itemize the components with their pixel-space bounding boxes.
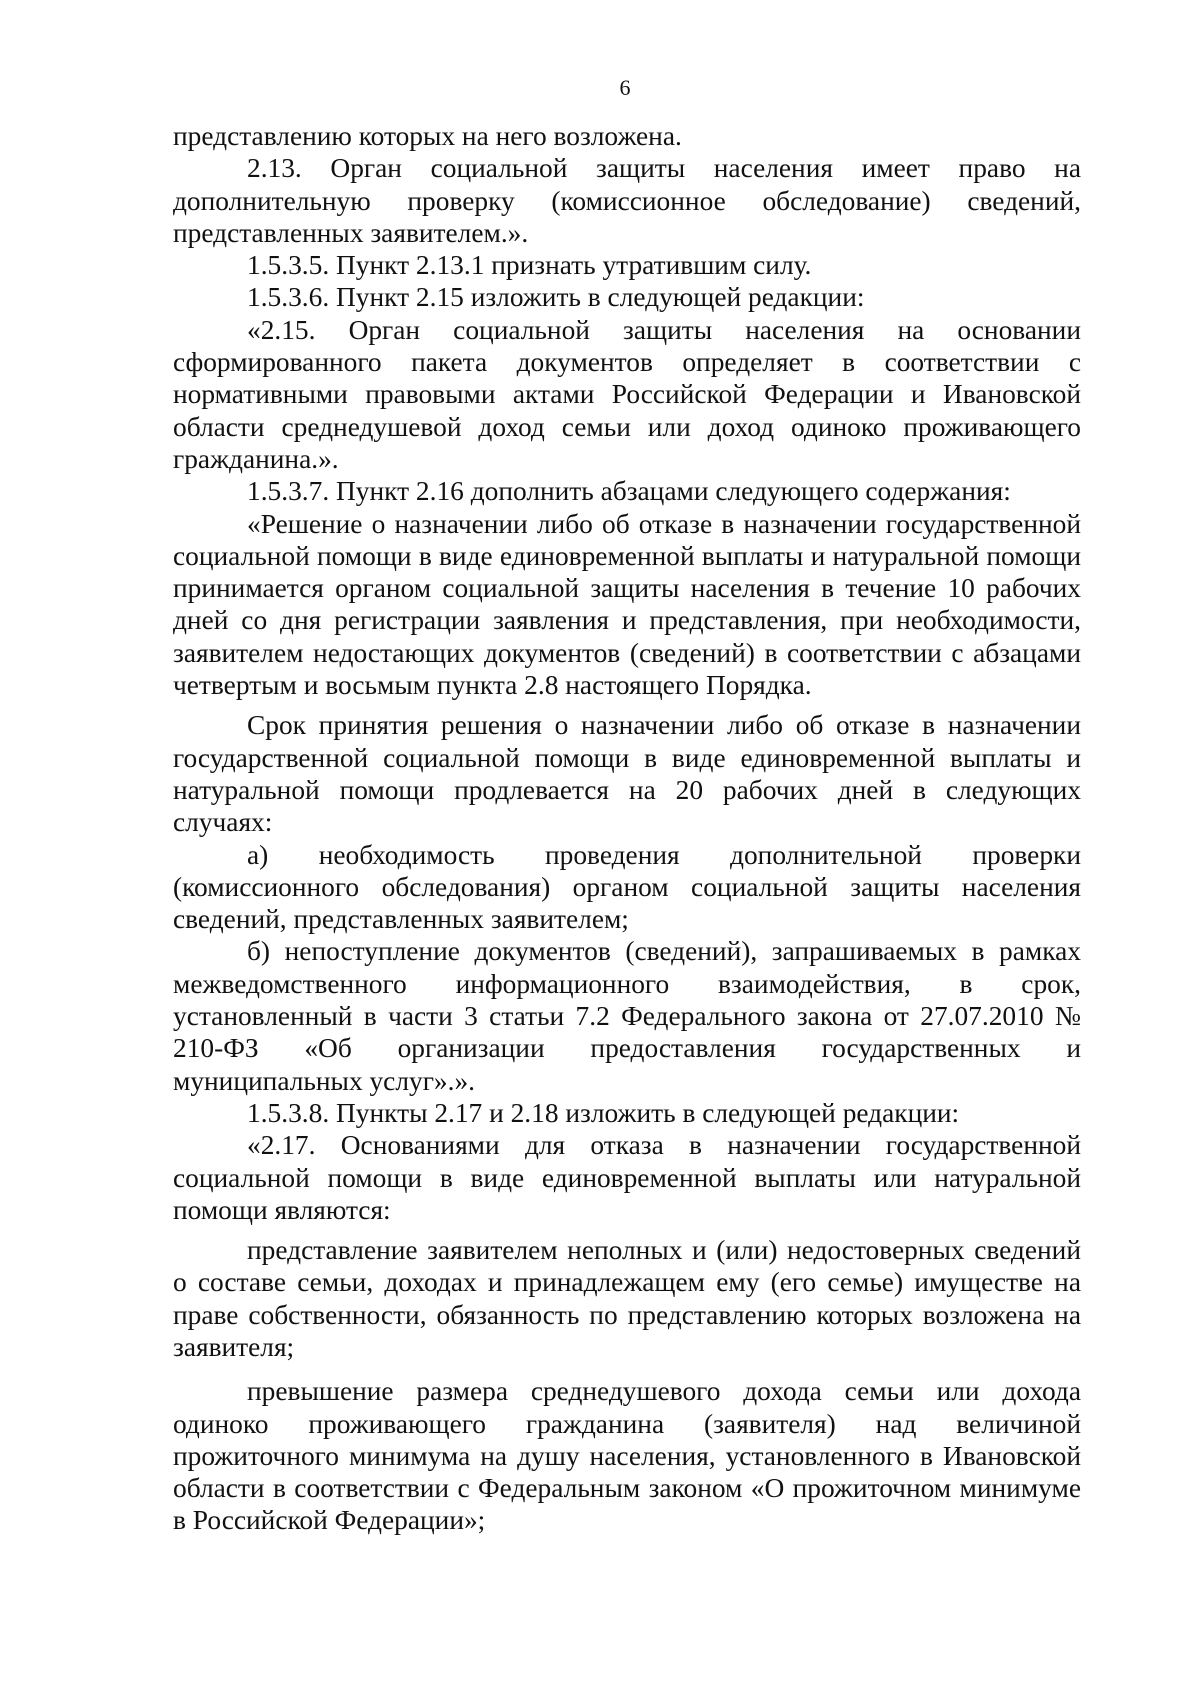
paragraph-refusal-ground-2: превышение размера среднедушевого дохода семьи или дохода одиноко проживающего гражданина (заявителя) над величиной прожиточного минимума на душу населения, установленного в Ивановской области в соответствии с Федеральным законом «О прожиточном минимуме в Российской Федерации»; — [173, 1376, 1081, 1536]
paragraph-decision: «Решение о назначении либо об отказе в назначении государственной социальной помощи в виде единовременной выплаты и натуральной помощи принимается органом социальной защиты населения в течение 10 рабочих дней со дня регистрации заявления и представления, при необходимости, заявителем недостающих документов (сведений) в соответствии с абзацами четвертым и восьмым пункта 2.8 настоящего Порядка. — [173, 508, 1081, 701]
paragraph-2-15: «2.15. Орган социальной защиты населения на основании сформированного пакета документов определяет в соответствии с нормативными правовыми актами Российской Федерации и Ивановской области среднедушевой доход семьи или доход одиноко проживающего гражданина.». — [173, 314, 1081, 474]
paragraph-case-b: б) непоступление документов (сведений), запрашиваемых в рамках межведомственного информационного взаимодействия, в срок, установленный в части 3 статьи 7.2 Федерального закона от 27.07.2010 № 210-ФЗ «Об организации предоставления государственных и муниципальных услуг».». — [173, 936, 1081, 1096]
document-body — [173, 120, 1081, 1537]
paragraph-1-5-3-7: 1.5.3.7. Пункт 2.16 дополнить абзацами следующего содержания: — [247, 476, 1011, 507]
paragraph-1-5-3-6: 1.5.3.6. Пункт 2.15 изложить в следующей редакции: — [247, 282, 865, 313]
page-number: 6 — [619, 75, 631, 100]
paragraph-continuation: представлению которых на него возложена. — [173, 121, 682, 151]
paragraph-decision-term: Срок принятия решения о назначении либо об отказе в назначении государственной социальной помощи в виде единовременной выплаты и натуральной помощи продлевается на 20 рабочих дней в следующих случаях: — [173, 710, 1081, 838]
paragraph-refusal-ground-1: представление заявителем неполных и (или) недостоверных сведений о составе семьи, доходах и принадлежащем ему (его семье) имуществе на праве собственности, обязанность по представлению которых возложена на заявителя; — [173, 1235, 1081, 1362]
paragraph-1-5-3-5: 1.5.3.5. Пункт 2.13.1 признать утратившим силу. — [247, 250, 812, 281]
paragraph-case-a: а) необходимость проведения дополнительной проверки (комиссионного обследования) органом социальной защиты населения сведений, представленных заявителем; — [173, 839, 1081, 935]
paragraph-1-5-3-8: 1.5.3.8. Пункты 2.17 и 2.18 изложить в следующей редакции: — [247, 1097, 960, 1128]
paragraph-2-13: 2.13. Орган социальной защиты населения имеет право на дополнительную проверку (комиссионное обследование) сведений, представленных заявителем.». — [173, 153, 1081, 248]
paragraph-2-17: «2.17. Основаниями для отказа в назначении государственной социальной помощи в виде единовременной выплаты или натуральной помощи являются: — [173, 1130, 1081, 1225]
